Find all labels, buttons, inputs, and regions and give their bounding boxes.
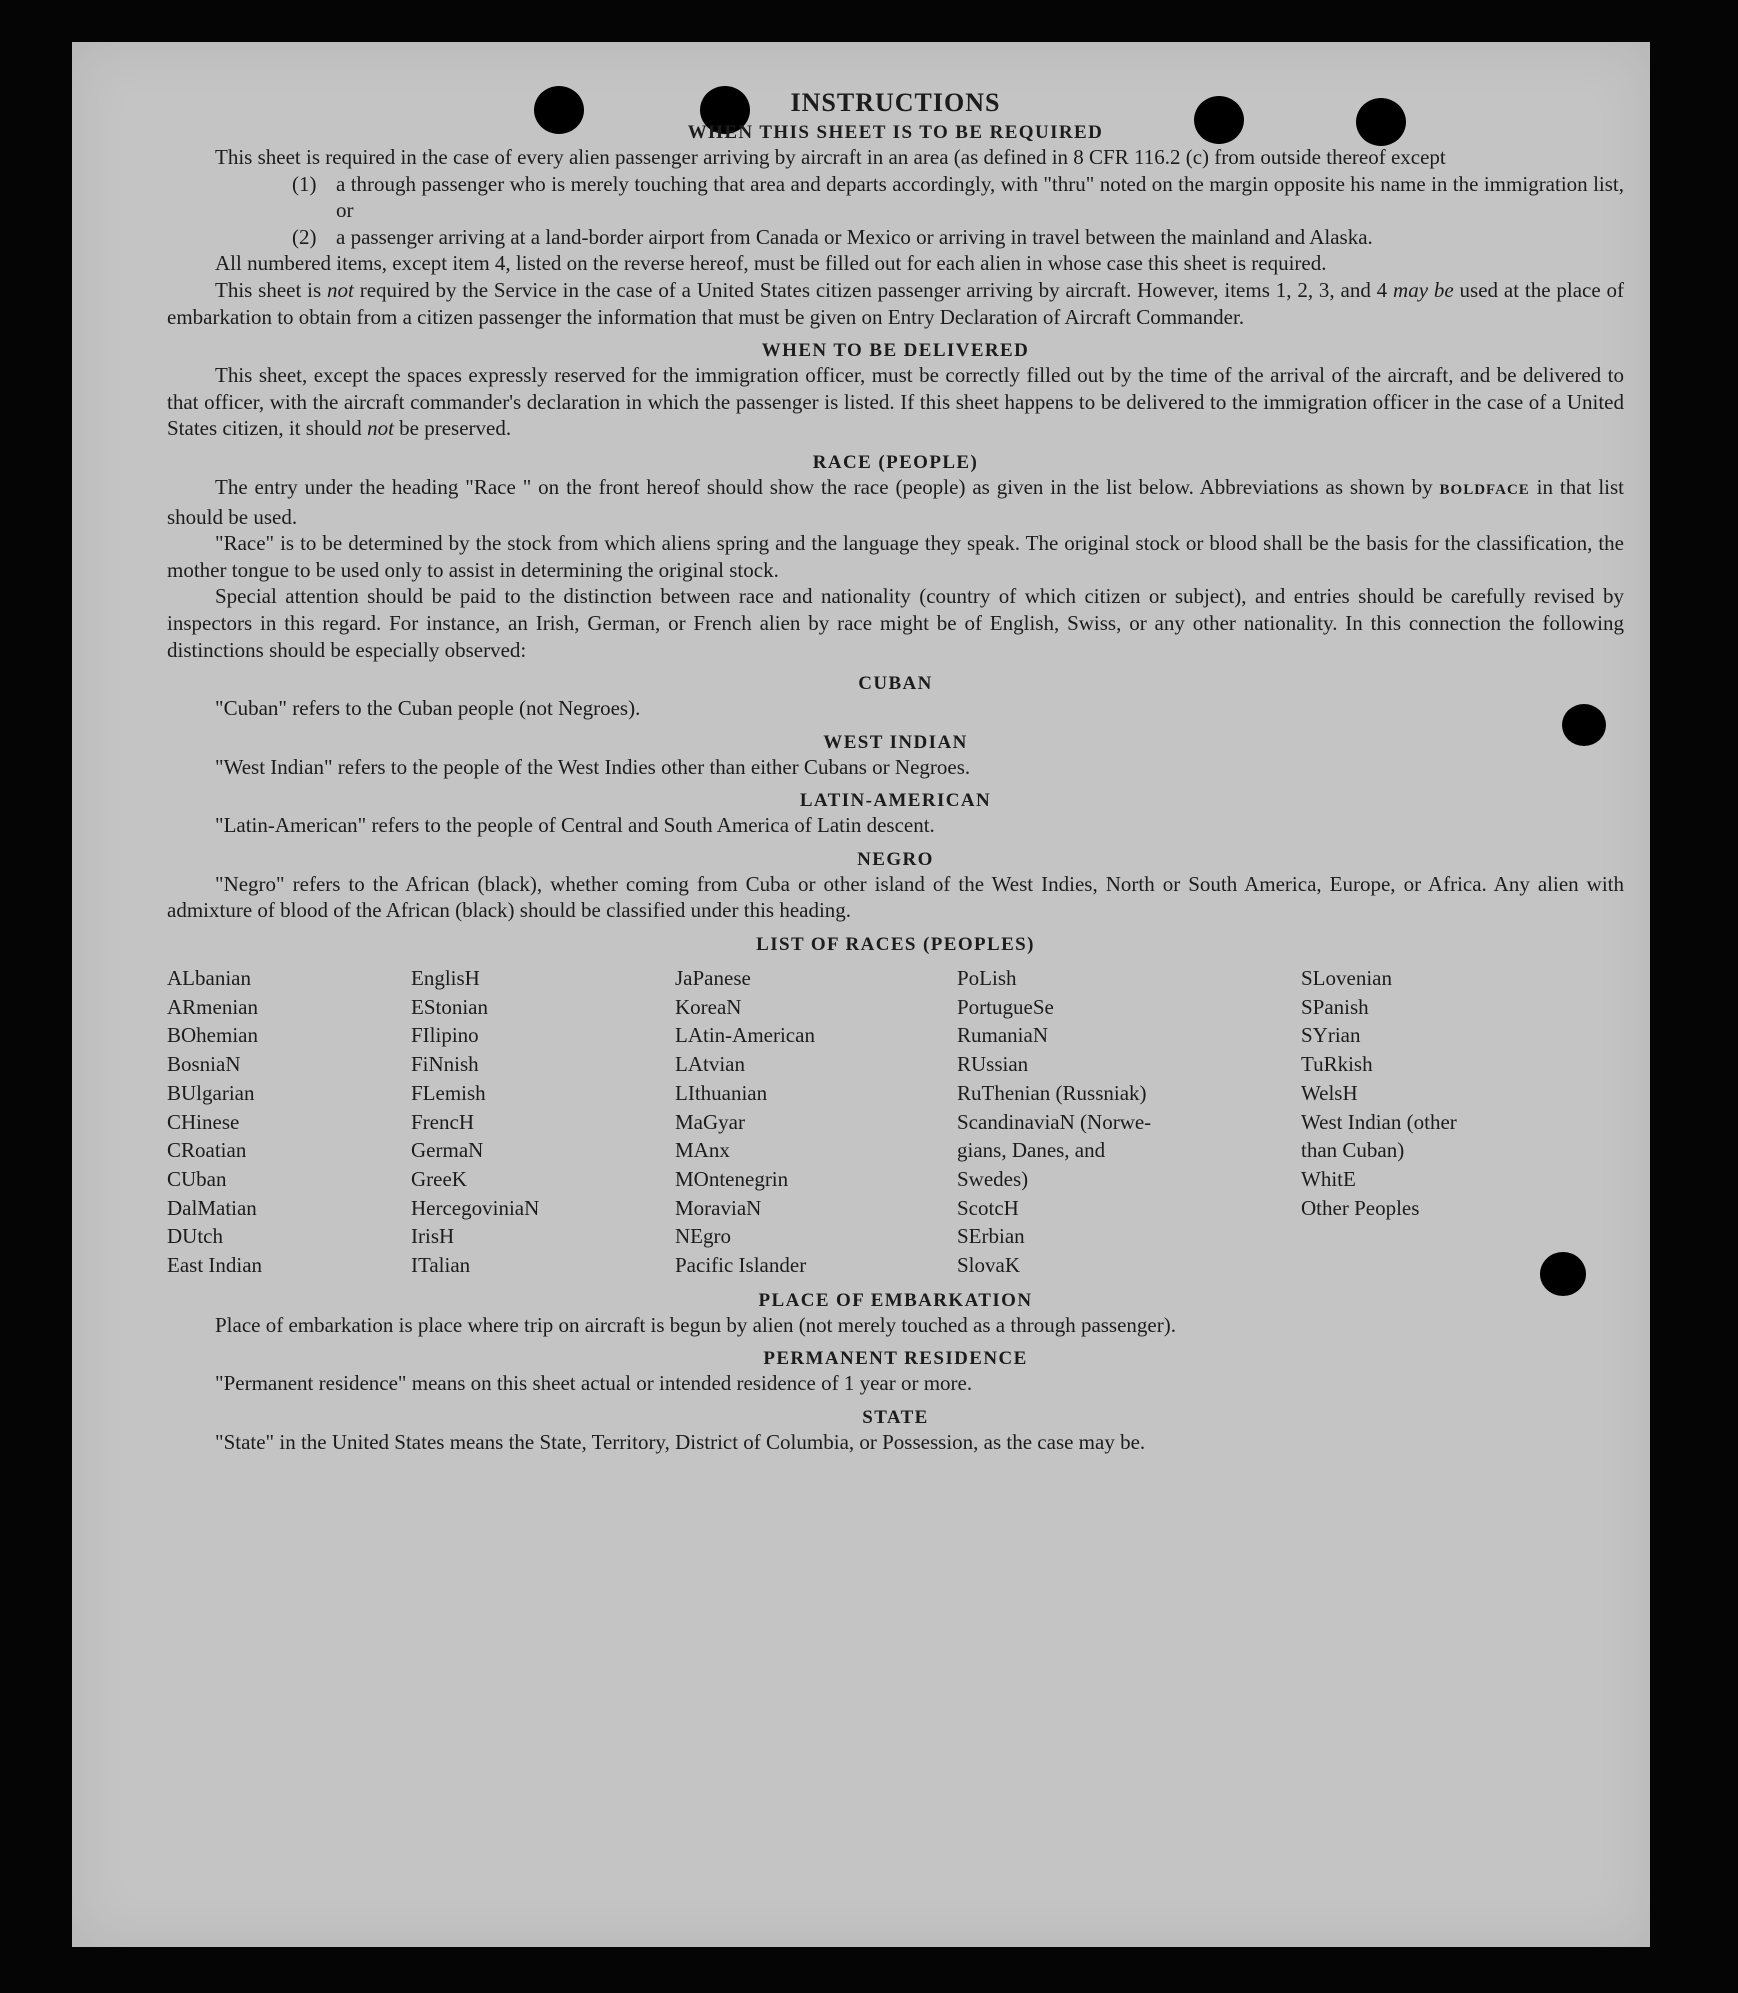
paragraph: "Cuban" refers to the Cuban people (not Negroes). xyxy=(215,696,641,721)
text-run: used at the place of embarkation to obtain from a citizen passenger the information that must be given on Entry Declaration of Aircraft Commander. xyxy=(167,277,1625,329)
item-text: a through passenger who is merely touching that area and departs accordingly, with "thru" noted on the margin opposite his name in the immigration list, or xyxy=(336,171,1624,223)
boldface-text: BOLDFACE xyxy=(1439,481,1530,498)
section-heading-embarkation: PLACE OF EMBARKATION xyxy=(758,1289,1033,1311)
list-item: LAtin-American xyxy=(675,1023,815,1048)
item-number: (1) xyxy=(292,171,317,196)
spacer xyxy=(167,442,1624,452)
list-item: SYrian xyxy=(1301,1023,1361,1048)
list-item: ScandinaviaN (Norwe- xyxy=(957,1109,1152,1134)
list-item: ARmenian xyxy=(167,994,258,1019)
paragraph xyxy=(167,362,1624,442)
list-item: HercegoviniaN xyxy=(411,1195,540,1220)
spacer xyxy=(167,839,1624,849)
list-item: NEgro xyxy=(675,1224,731,1249)
section-heading-races-list: LIST OF RACES (PEOPLES) xyxy=(756,934,1035,956)
paragraph xyxy=(167,277,1624,330)
section-heading-west-indian: WEST INDIAN xyxy=(823,731,968,753)
list-item: Swedes) xyxy=(957,1166,1029,1191)
list-item: DalMatian xyxy=(167,1195,257,1220)
list-item: WhitE xyxy=(1301,1166,1356,1191)
list-item: JaPanese xyxy=(675,966,751,991)
italic-text: may be xyxy=(1393,277,1454,302)
list-item xyxy=(167,224,1624,251)
list-item: gians, Danes, and xyxy=(957,1138,1106,1163)
list-item: WelsH xyxy=(1301,1080,1358,1105)
paragraph: All numbered items, except item 4, listed on the reverse hereof, must be filled out for each alien in whose case this sheet is required. xyxy=(215,251,1327,276)
spacer xyxy=(167,1280,1624,1290)
list-item: CHinese xyxy=(167,1109,240,1134)
paragraph: "Latin-American" refers to the people of Central and South America of Latin descent. xyxy=(215,813,935,838)
list-item: RumaniaN xyxy=(957,1023,1048,1048)
spacer xyxy=(167,780,1624,790)
races-column-4 xyxy=(957,964,1301,1280)
list-item: RUssian xyxy=(957,1052,1029,1077)
spacer xyxy=(167,663,1624,673)
list-item: SlovaK xyxy=(957,1253,1020,1278)
list-item: East Indian xyxy=(167,1253,263,1278)
list-item: GermaN xyxy=(411,1138,484,1163)
page-title: INSTRUCTIONS xyxy=(790,88,1001,117)
list-item: ScotcH xyxy=(957,1195,1019,1220)
spacer xyxy=(167,924,1624,934)
list-item: MaGyar xyxy=(675,1109,745,1134)
text-run: required by the Service in the case of a United States citizen passenger arriving by aircraft. However, items 1, 2, 3, and 4 xyxy=(353,277,1394,302)
section-heading-required: WHEN THIS SHEET IS TO BE REQUIRED xyxy=(687,122,1104,143)
races-column-1 xyxy=(167,964,411,1280)
section-heading-residence: PERMANENT RESIDENCE xyxy=(763,1348,1028,1370)
spacer xyxy=(167,330,1624,340)
text-run: The entry under the heading "Race " on the front hereof should show the race (people) as given in the list below. Abbreviations as shown by xyxy=(215,474,1440,499)
list-item: MAnx xyxy=(675,1138,730,1163)
section-heading-latin-american: LATIN-AMERICAN xyxy=(799,790,992,812)
document-content xyxy=(167,88,1624,1456)
section-heading-race: RACE (PEOPLE) xyxy=(812,451,979,473)
list-item: IrisH xyxy=(411,1224,455,1249)
italic-text: not xyxy=(367,416,394,441)
list-item: TuRkish xyxy=(1301,1052,1373,1077)
list-item: SLovenian xyxy=(1301,966,1392,991)
list-item: GreeK xyxy=(411,1166,467,1191)
list-item: PortugueSe xyxy=(957,994,1054,1019)
section-heading-state: STATE xyxy=(862,1406,929,1428)
list-item: ALbanian xyxy=(167,966,251,991)
list-item: EStonian xyxy=(411,994,488,1019)
list-item xyxy=(167,171,1624,224)
document-sheet xyxy=(72,42,1650,1947)
list-item: KoreaN xyxy=(675,994,742,1019)
italic-text: not xyxy=(327,277,354,302)
paragraph: This sheet is required in the case of every alien passenger arriving by aircraft in an area (as defined in 8 CFR 116.2 (c) from outside thereof except xyxy=(215,145,1446,169)
races-column-3 xyxy=(675,964,957,1280)
list-item: LIthuanian xyxy=(675,1080,768,1105)
list-item: FLemish xyxy=(411,1080,486,1105)
item-text: a passenger arriving at a land-border airport from Canada or Mexico or arriving in travel between the mainland and Alaska. xyxy=(336,224,1373,249)
races-column-2 xyxy=(411,964,675,1280)
list-item: FrencH xyxy=(411,1109,474,1134)
list-item: LAtvian xyxy=(675,1052,745,1077)
list-item: RuThenian (Russniak) xyxy=(957,1080,1147,1105)
paragraph: "State" in the United States means the State, Territory, District of Columbia, or Possession, as the case may be. xyxy=(215,1429,1146,1454)
list-item: FiNnish xyxy=(411,1052,479,1077)
list-item: EnglisH xyxy=(411,966,480,991)
section-heading-delivered: WHEN TO BE DELIVERED xyxy=(761,340,1030,362)
paragraph xyxy=(167,474,1624,530)
races-list xyxy=(167,964,1624,1280)
paragraph: "West Indian" refers to the people of the West Indies other than either Cubans or Negroes. xyxy=(215,754,971,779)
paragraph: Place of embarkation is place where trip on aircraft is begun by alien (not merely touched as a through passenger). xyxy=(215,1312,1176,1337)
list-item: Other Peoples xyxy=(1301,1195,1420,1220)
section-heading-cuban: CUBAN xyxy=(858,673,933,695)
list-item: MOntenegrin xyxy=(675,1166,789,1191)
list-item: FIlipino xyxy=(411,1023,479,1048)
spacer xyxy=(167,1397,1624,1407)
list-item: DUtch xyxy=(167,1224,223,1249)
list-item: than Cuban) xyxy=(1301,1138,1405,1163)
list-item: BOhemian xyxy=(167,1023,258,1048)
section-heading-negro: NEGRO xyxy=(857,848,934,870)
list-item: Pacific Islander xyxy=(675,1253,807,1278)
text-run: in that list should be used. xyxy=(167,474,1624,529)
paragraph: Special attention should be paid to the distinction between race and nationality (country of which citizen or subject), and entries should be carefully revised by inspectors in this regard. For instance, an Irish, German, or French alien by race might be of English, Swiss, or any other nationality. In this connection the following distinctions should be especially observed: xyxy=(167,584,1624,662)
list-item: MoraviaN xyxy=(675,1195,762,1220)
list-item: SErbian xyxy=(957,1224,1025,1249)
text-run: This sheet is xyxy=(215,277,328,302)
list-item: SPanish xyxy=(1301,994,1369,1019)
text-run: This sheet, except the spaces expressly reserved for the immigration officer, must be correctly filled out by the time of the arrival of the aircraft, and be delivered to that officer, with the aircraft commander's declaration in which the passenger is listed. If this sheet happens to be delivered to the immigration officer in the case of a United States citizen, it should xyxy=(167,363,1624,441)
text-run: be preserved. xyxy=(393,416,512,441)
races-column-5 xyxy=(1301,964,1561,1280)
list-item: BosniaN xyxy=(167,1052,241,1077)
paragraph: "Race" is to be determined by the stock from which aliens spring and the language they speak. The original stock or blood shall be the basis for the classification, the mother tongue to be used only to assist in determining the original stock. xyxy=(167,531,1624,582)
list-item: BUlgarian xyxy=(167,1080,255,1105)
list-item: CRoatian xyxy=(167,1138,247,1163)
list-item: ITalian xyxy=(411,1253,471,1278)
item-number: (2) xyxy=(292,224,317,249)
spacer xyxy=(167,722,1624,732)
paragraph: "Permanent residence" means on this sheet actual or intended residence of 1 year or more. xyxy=(215,1371,973,1396)
list-item: West Indian (other xyxy=(1301,1109,1457,1134)
paragraph: "Negro" refers to the African (black), whether coming from Cuba or other island of the West Indies, North or South America, Europe, or Africa. Any alien with admixture of blood of the African (black) should be classified under this heading. xyxy=(167,871,1624,923)
list-item: CUban xyxy=(167,1166,227,1191)
spacer xyxy=(167,1338,1624,1348)
list-item: PoLish xyxy=(957,966,1017,991)
